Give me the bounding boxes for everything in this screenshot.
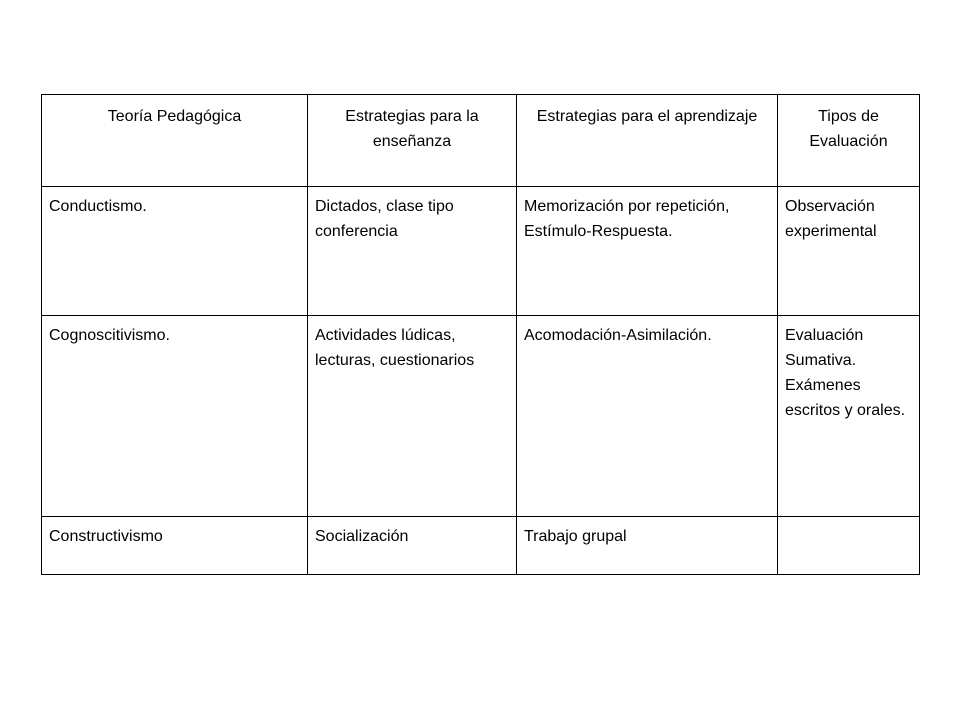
- table-cell: Conductismo.: [42, 187, 308, 316]
- table-cell: Evaluación Sumativa. Exámenes escritos y orales.: [778, 316, 920, 517]
- table-cell: Memorización por repetición, Estímulo-Respuesta.: [517, 187, 778, 316]
- table-row: [42, 517, 920, 575]
- table-cell: Observación experimental: [778, 187, 920, 316]
- header-cell-teaching-strategies: Estrategias para la enseñanza: [308, 95, 517, 187]
- table-header-row: [42, 95, 920, 187]
- table-cell: Cognoscitivismo.: [42, 316, 308, 517]
- table-cell: Dictados, clase tipo conferencia: [308, 187, 517, 316]
- table-cell: Trabajo grupal: [517, 517, 778, 575]
- header-cell-theory: Teoría Pedagógica: [42, 95, 308, 187]
- pedagogy-table: [41, 94, 920, 575]
- table-row: [42, 187, 920, 316]
- table-cell: Actividades lúdicas, lecturas, cuestionarios: [308, 316, 517, 517]
- table-cell: Acomodación-Asimilación.: [517, 316, 778, 517]
- header-cell-evaluation-types: Tipos de Evaluación: [778, 95, 920, 187]
- table-cell: Constructivismo: [42, 517, 308, 575]
- header-cell-learning-strategies: Estrategias para el aprendizaje: [517, 95, 778, 187]
- table-row: [42, 316, 920, 517]
- table-cell: Socialización: [308, 517, 517, 575]
- table-cell-empty: [778, 517, 920, 575]
